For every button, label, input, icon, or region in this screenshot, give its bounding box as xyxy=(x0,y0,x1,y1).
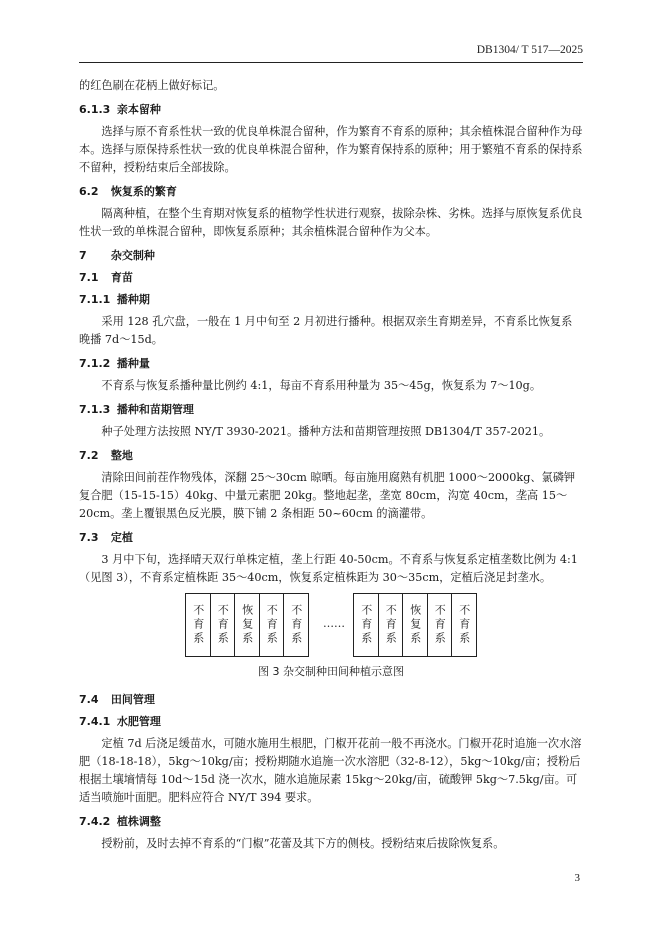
heading-number: 7.4.2 xyxy=(79,815,111,828)
row-cell: 不育系 xyxy=(260,594,285,656)
standard-code: DB1304/ T 517—2025 xyxy=(476,44,583,56)
ellipsis: …… xyxy=(323,617,345,630)
heading-title: 恢复系的繁育 xyxy=(110,185,177,198)
heading-title: 整地 xyxy=(110,449,133,462)
paragraph-6-1-3: 选择与原不育系性状一致的优良单株混合留种，作为繁育不育系的原种；其余植株混合留种作为母本。选择与原保持系性状一致的优良单株混合留种，作为繁育保持系的原种；用于繁殖不育系的保持系不留种，授粉结束后全部拔除。 xyxy=(79,125,583,174)
row-cell: 不育系 xyxy=(211,594,236,656)
heading-title: 定植 xyxy=(110,531,133,544)
heading-7-1 xyxy=(79,269,583,287)
paragraph-7-1-1: 采用 128 孔穴盘，一般在 1 月中旬至 2 月初进行播种。根据双亲生育期差异，不育系比恢复系晚播 7d～15d。 xyxy=(79,315,573,346)
heading-7-4-1 xyxy=(79,713,583,731)
heading-7-2 xyxy=(79,447,583,465)
heading-6-2 xyxy=(79,183,583,201)
row-cell: 不育系 xyxy=(457,604,471,646)
paragraph-7-4-1: 定植 7d 后浇足缓苗水，可随水施用生根肥，门椒开花前一般不再浇水。门椒开花时追施一次水溶肥（18-18-18），5kg～10kg/亩；授粉期随水追施一次水溶肥（32-8-12），5kg～10kg/亩；授粉后根据土壤墒情每 10d～15d 浇一次水，随水追施尿素 15kg～20kg/亩，硫酸钾 5kg～7.5kg/亩。可适当喷施叶面肥。肥料应符合 NY/T 394 要求。 xyxy=(79,737,582,804)
heading-title: 育苗 xyxy=(110,271,133,284)
heading-number: 6.2 xyxy=(79,185,99,198)
header-rule xyxy=(79,62,583,63)
row-cell: 不育系 xyxy=(379,594,404,656)
heading-title: 播种和苗期管理 xyxy=(116,403,194,416)
heading-title: 播种量 xyxy=(116,357,150,370)
heading-title: 水肥管理 xyxy=(116,715,161,728)
heading-number: 7.2 xyxy=(79,449,99,462)
paragraph-7-1-3: 种子处理方法按照 NY/T 3930-2021。播种方法和苗期管理按照 DB1304/T 357-2021。 xyxy=(101,425,551,438)
page-content xyxy=(79,77,583,859)
heading-title: 杂交制种 xyxy=(110,249,155,262)
heading-number: 7.1 xyxy=(79,271,99,284)
row-group-right xyxy=(353,593,477,657)
paragraph-7-4-2: 授粉前，及时去掉不育系的“门椒”花蕾及其下方的侧枝。授粉结束后拔除恢复系。 xyxy=(101,837,505,850)
row-cell: 恢复系 xyxy=(403,594,428,656)
row-cell: 不育系 xyxy=(186,594,211,656)
heading-7-4-2 xyxy=(79,813,583,831)
paragraph-6-2: 隔离种植，在整个生育期对恢复系的植物学性状进行观察，拔除杂株、劣株。选择与原恢复系优良性状一致的单株混合留种，即恢复系原种；其余植株混合留种作为父本。 xyxy=(79,207,583,238)
row-cell: 不育系 xyxy=(289,604,303,646)
heading-7-3 xyxy=(79,529,583,547)
heading-7-1-2 xyxy=(79,355,583,373)
heading-number: 6.1.3 xyxy=(79,103,111,116)
heading-7-4 xyxy=(79,691,583,709)
continued-paragraph: 的红色刷在花柄上做好标记。 xyxy=(79,79,225,92)
heading-number: 7.1.2 xyxy=(79,357,111,370)
heading-number: 7.4 xyxy=(79,693,99,706)
planting-diagram xyxy=(79,593,583,661)
row-cell: 不育系 xyxy=(428,594,453,656)
paragraph-7-1-2: 不育系与恢复系播种量比例约 4:1，每亩不育系用种量为 35～45g，恢复系为 7～10g。 xyxy=(101,379,542,392)
paragraph-7-2: 清除田间前茬作物残体，深翻 25～30cm 晾晒。每亩施用腐熟有机肥 1000～2000kg、氯磷钾复合肥（15-15-15）40kg、中量元素肥 20kg。整地起垄，垄宽 80cm，沟宽 40cm，垄高 15～20cm。垄上覆银黑色反光膜，膜下铺 2 条相距 50~60cm 的滴灌带。 xyxy=(79,471,576,520)
heading-number: 7.1.1 xyxy=(79,293,111,306)
heading-number: 7.3 xyxy=(79,531,99,544)
paragraph-7-3: 3 月中下旬，选择晴天双行单株定植，垄上行距 40-50cm。不育系与恢复系定植垄数比例为 4:1（见图 3），不育系定植株距 35～40cm，恢复系定植株距为 30～35cm，定植后浇足封垄水。 xyxy=(79,553,578,584)
figure-caption: 图 3 杂交制种田间种植示意图 xyxy=(258,665,404,678)
heading-title: 播种期 xyxy=(116,293,150,306)
row-cell: 恢复系 xyxy=(235,594,260,656)
page-number: 3 xyxy=(574,872,580,884)
heading-title: 田间管理 xyxy=(110,693,155,706)
heading-7-1-3 xyxy=(79,401,583,419)
heading-number: 7.1.3 xyxy=(79,403,111,416)
heading-number: 7.4.1 xyxy=(79,715,111,728)
heading-6-1-3 xyxy=(79,101,583,119)
row-cell: 不育系 xyxy=(354,594,379,656)
heading-title: 亲本留种 xyxy=(116,103,161,116)
heading-number: 7 xyxy=(79,249,87,262)
heading-title: 植株调整 xyxy=(116,815,161,828)
heading-7-1-1 xyxy=(79,291,583,309)
row-group-left xyxy=(185,593,309,657)
heading-7 xyxy=(79,247,583,265)
